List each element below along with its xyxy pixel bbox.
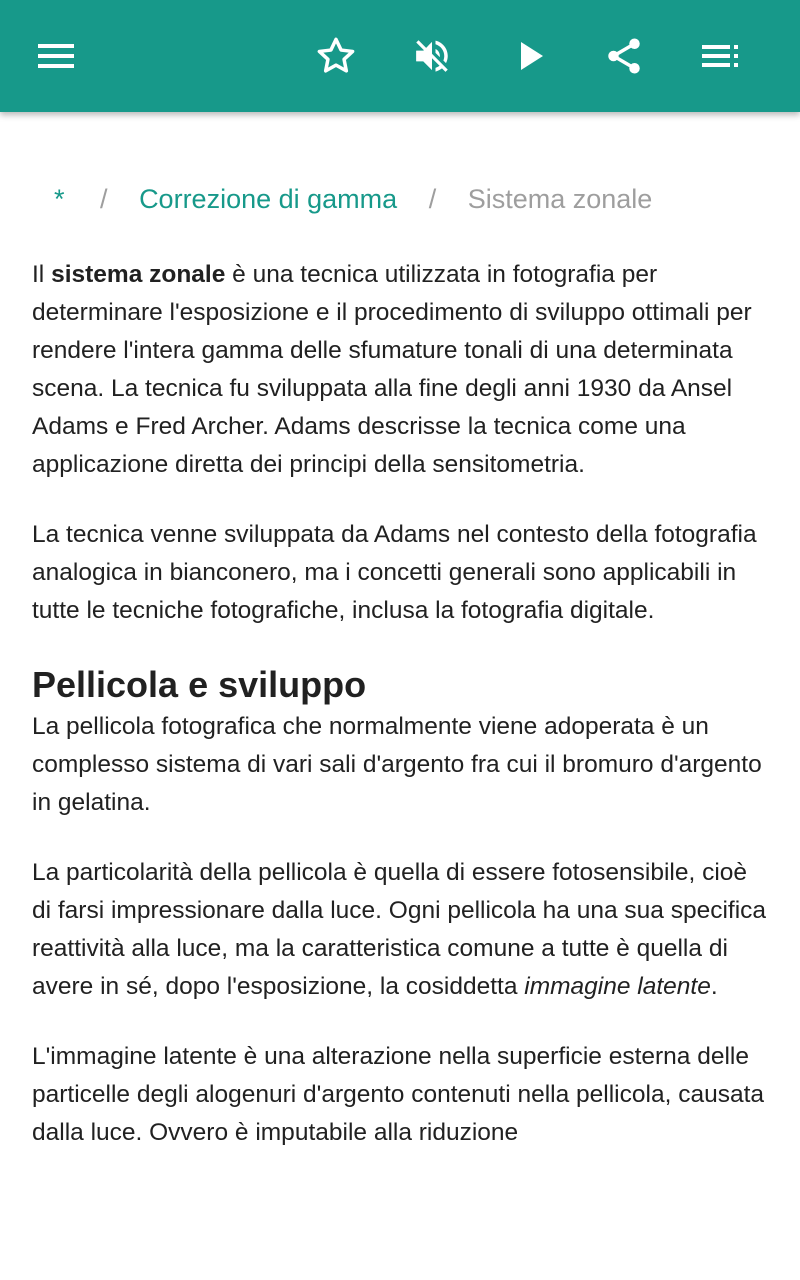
- paragraph-text: è una tecnica utilizzata in fotografia per determinare l'esposizione e il procedimento di sviluppo ottimali per rendere l'intera gamma delle sfumature tonali di una determinata scena. La tecnica fu sviluppata alla fine degli anni 1930 da Ansel Adams e Fred Archer. Adams descrisse la tecnica come una applicazione diretta dei principi della sensitometria.: [32, 261, 752, 478]
- share-button[interactable]: [592, 24, 656, 88]
- favorite-button[interactable]: [304, 24, 368, 88]
- paragraph-text: La particolarità della pellicola è quella di essere fotosensibile, cioè di farsi impressionare dalla luce. Ogni pellicola ha una sua specifica reattività alla luce, ma la caratteristica comune a tutte è quella di avere in sé, dopo l'esposizione, la cosiddetta: [32, 859, 767, 1000]
- volume-off-icon: [411, 35, 453, 77]
- play-icon: [510, 36, 550, 76]
- breadcrumb-separator: /: [428, 184, 437, 214]
- paragraph-text: Il: [32, 261, 52, 288]
- paragraph: [32, 256, 768, 484]
- play-button[interactable]: [498, 24, 562, 88]
- paragraph: La tecnica venne sviluppata da Adams nel contesto della fotografia analogica in bianconero, ma i concetti generali sono applicabili in tutte le tecniche fotografiche, inclusa la fotografia digitale.: [32, 521, 757, 624]
- top-app-bar: [0, 0, 800, 112]
- italic-term: immagine latente: [524, 973, 711, 1000]
- share-icon: [603, 35, 645, 77]
- paragraph: La pellicola fotografica che normalmente viene adoperata è un complesso sistema di vari sali d'argento fra cui il bromuro d'argento in gelatina.: [32, 713, 762, 816]
- paragraph: L'immagine latente è una alterazione nella superficie esterna delle particelle degli alogenuri d'argento contenuti nella pellicola, causata dalla luce. Ovvero è imputabile alla riduzione: [32, 1043, 764, 1146]
- paragraph-text: .: [710, 973, 718, 1000]
- paragraph: [32, 854, 768, 1006]
- breadcrumb: [54, 181, 652, 217]
- section-heading: Pellicola e sviluppo: [32, 664, 367, 705]
- menu-icon: [36, 36, 76, 76]
- article-body: [32, 256, 768, 1184]
- breadcrumb-current: Sistema zonale: [467, 184, 653, 214]
- menu-button[interactable]: [24, 24, 88, 88]
- breadcrumb-separator: /: [100, 184, 108, 214]
- star-outline-icon: [315, 35, 357, 77]
- table-of-contents-icon: [700, 36, 740, 76]
- mute-button[interactable]: [400, 24, 464, 88]
- breadcrumb-parent-link[interactable]: Correzione di gamma: [139, 184, 398, 214]
- breadcrumb-root-link[interactable]: *: [54, 184, 65, 214]
- article-content: [0, 112, 800, 1280]
- table-of-contents-button[interactable]: [688, 24, 752, 88]
- bold-term: sistema zonale: [51, 261, 226, 288]
